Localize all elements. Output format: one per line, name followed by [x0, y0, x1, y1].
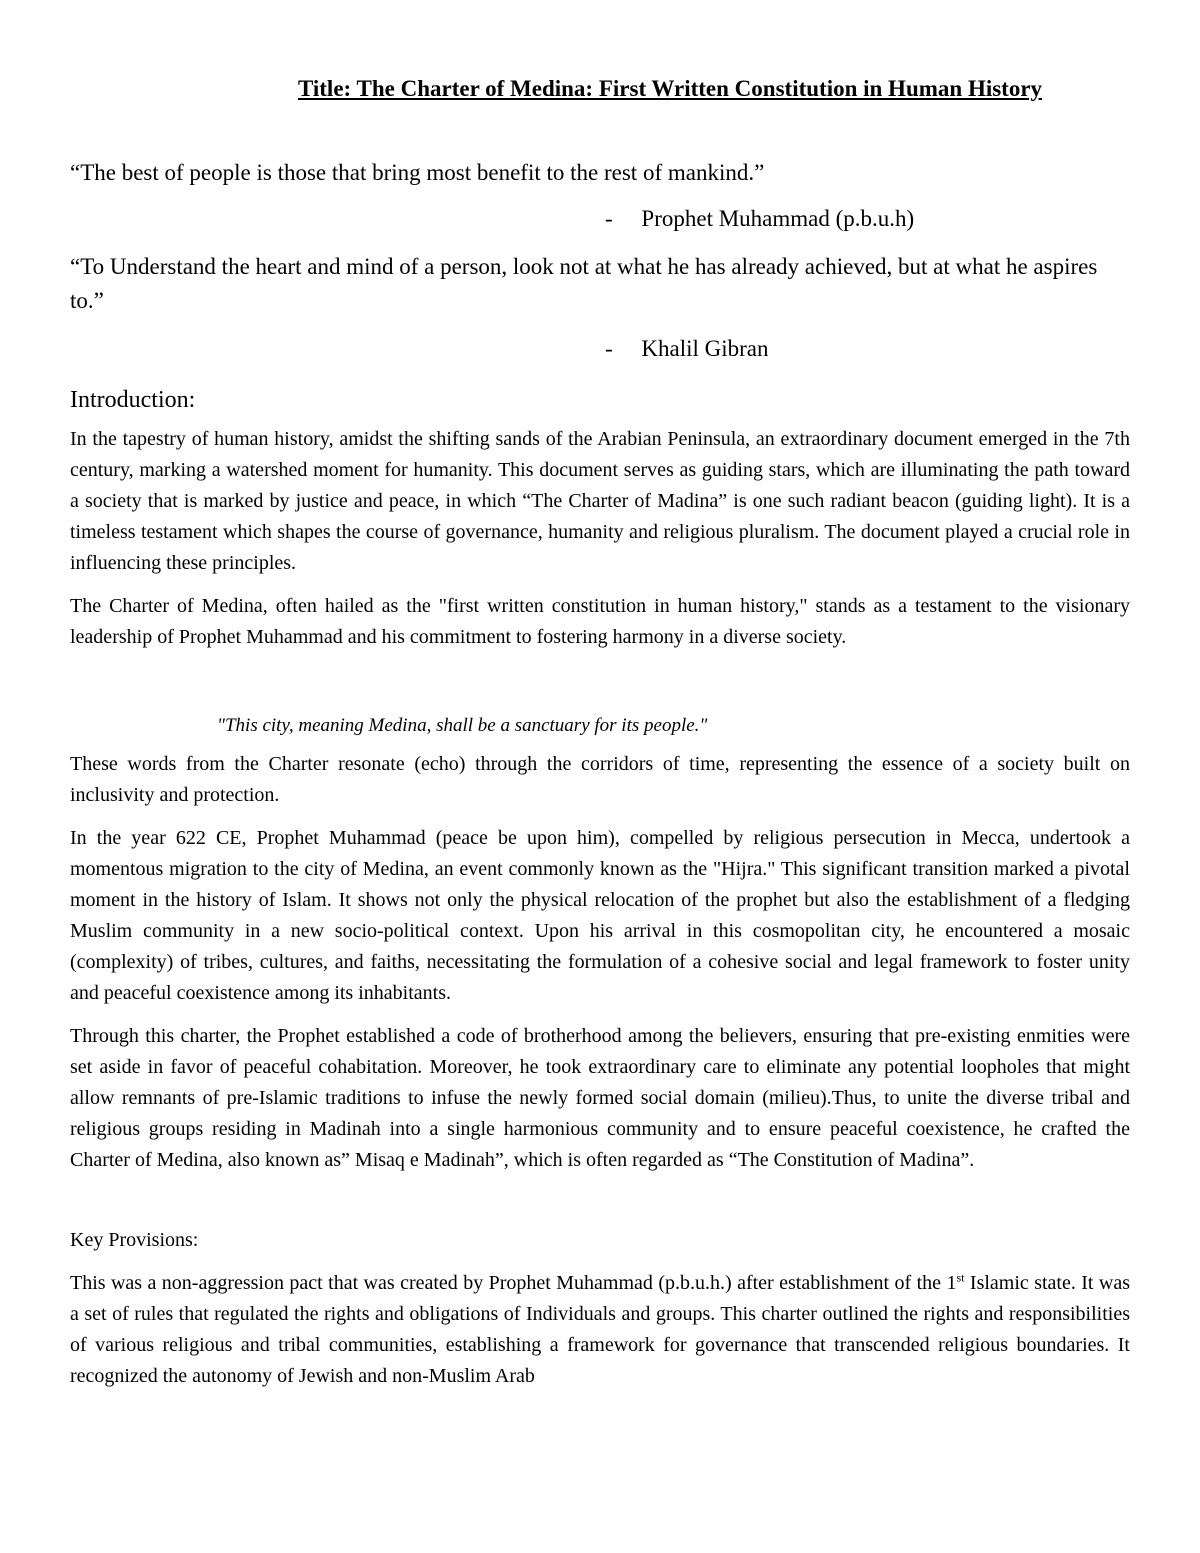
- paragraph-hijra: In the year 622 CE, Prophet Muhammad (peace be upon him), compelled by religious persecution in Mecca, undertook a momentous migration to the city of Medina, an event commonly known as the "Hijra." This significant transition marked a pivotal moment in the history of Islam. It shows not only the physical relocation of the prophet but also the establishment of a fledging Muslim community in a new socio-political context. Upon his arrival in this cosmopolitan city, he encountered a mosaic (complexity) of tribes, cultures, and faiths, necessitating the formulation of a cohesive social and legal framework to foster unity and peaceful coexistence among its inhabitants.: [70, 827, 1130, 1004]
- intro-paragraph-2: The Charter of Medina, often hailed as the "first written constitution in human history," stands as a testament to the visionary leadership of Prophet Muhammad and his commitment to fostering harmony in a diverse society.: [70, 595, 1130, 648]
- quote-muhammad: “The best of people is those that bring most benefit to the rest of mankind.”: [70, 160, 765, 185]
- key-provisions-heading: Key Provisions:: [70, 1229, 199, 1251]
- paragraph-brotherhood: Through this charter, the Prophet established a code of brotherhood among the believers, ensuring that pre-existing enmities were set aside in favor of peaceful cohabitation. Moreover, he took extraordinary care to eliminate any potential loopholes that might allow remnants of pre-Islamic traditions to infuse the newly formed social domain (milieu).Thus, to unite the diverse tribal and religious groups residing in Madinah into a single harmonious community and to ensure peaceful coexistence, he crafted the Charter of Medina, also known as” Misaq e Madinah”, which is often regarded as “The Constitution of Madina”.: [70, 1025, 1130, 1171]
- quote-muhammad-attribution: - Prophet Muhammad (p.b.u.h): [605, 206, 915, 231]
- paragraph-charter-words: These words from the Charter resonate (echo) through the corridors of time, representing the essence of a society built on inclusivity and protection.: [70, 753, 1130, 806]
- charter-quote: "This city, meaning Medina, shall be a sanctuary for its people.": [217, 715, 708, 736]
- p6-end-text: Islamic state. It was a set of rules that regulated the rights and obligations of Individuals and groups. This charter outlined the rights and responsibilities of various religious and tribal communities, establishing a framework for governance that transcended religious boundaries. It recognized the autonomy of Jewish and non-Muslim Arab: [70, 1272, 1130, 1387]
- quote-gibran-attribution: - Khalil Gibran: [605, 336, 769, 361]
- p6-start-text: This was a non-aggression pact that was created by Prophet Muhammad (p.b.u.h.) after establishment of the 1: [70, 1272, 957, 1294]
- paragraph-non-aggression-pact: [70, 1268, 1130, 1392]
- ordinal-superscript: st: [956, 1270, 965, 1285]
- document-title: Title: The Charter of Medina: First Written Constitution in Human History: [297, 76, 1043, 101]
- quote-gibran: “To Understand the heart and mind of a person, look not at what he has already achieved, but at what he aspires to.”: [70, 254, 1098, 313]
- introduction-heading: Introduction:: [70, 387, 196, 413]
- intro-paragraph-1: In the tapestry of human history, amidst the shifting sands of the Arabian Peninsula, an extraordinary document emerged in the 7th century, marking a watershed moment for humanity. This document serves as guiding stars, which are illuminating the path toward a society that is marked by justice and peace, in which “The Charter of Madina” is one such radiant beacon (guiding light). It is a timeless testament which shapes the course of governance, humanity and religious pluralism. The document played a crucial role in influencing these principles.: [70, 428, 1130, 574]
